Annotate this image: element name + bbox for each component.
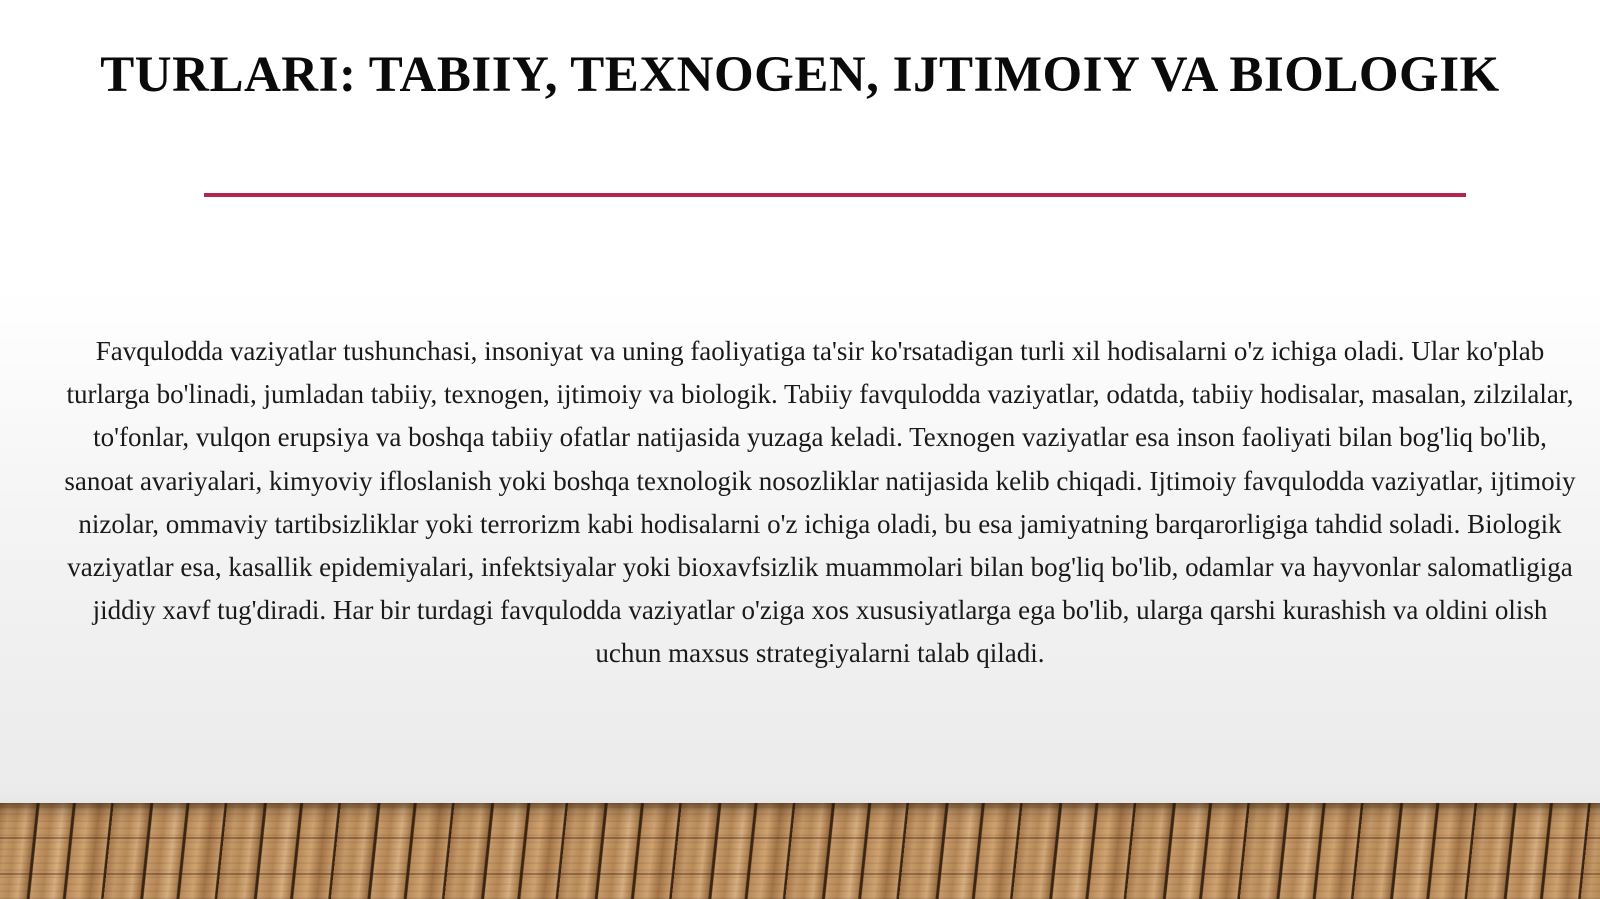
floor-board-seam	[0, 873, 1600, 875]
wooden-floor-decoration	[0, 803, 1600, 899]
slide-body-text: Favqulodda vaziyatlar tushunchasi, insoniyat va uning faoliyatiga ta'sir ko'rsatadigan turli xil hodisalarni o'z ichiga oladi. Ular ko'plab turlarga bo'linadi, jumladan tabiiy, texnogen, ijtimoiy va biologik. Tabiiy favqulodda vaziyatlar, odatda, tabiiy hodisalar, masalan, zilzilalar, to'fonlar, vulqon erupsiya va boshqa tabiiy ofatlar natijasida yuzaga keladi. Texnogen vaziyatlar esa inson faoliyati bilan bog'liq bo'lib, sanoat avariyalari, kimyoviy ifloslanish yoki boshqa texnologik nosozliklar natijasida kelib chiqadi. Ijtimoiy favqulodda vaziyatlar, ijtimoiy nizolar, ommaviy tartibsizliklar yoki terrorizm kabi hodisalarni o'z ichiga oladi, bu esa jamiyatning barqarorligiga tahdid soladi. Biologik vaziyatlar esa, kasallik epidemiyalari, infektsiyalar yoki bioxavfsizlik muammolari bilan bog'liq bo'lib, odamlar va hayvonlar salomatligiga jiddiy xavf tug'diradi. Har bir turdagi favqulodda vaziyatlar o'ziga xos xususiyatlarga ega bo'lib, ularga qarshi kurashish va oldini olish uchun maxsus strategiyalarni talab qiladi.	[64, 336, 1576, 669]
slide-title: TURLARI: TABIIY, TEXNOGEN, IJTIMOIY VA BIOLOGIK	[100, 47, 1500, 103]
floor-board-seam	[0, 837, 1600, 839]
title-divider	[204, 193, 1466, 197]
wood-grain-texture	[0, 803, 1600, 899]
